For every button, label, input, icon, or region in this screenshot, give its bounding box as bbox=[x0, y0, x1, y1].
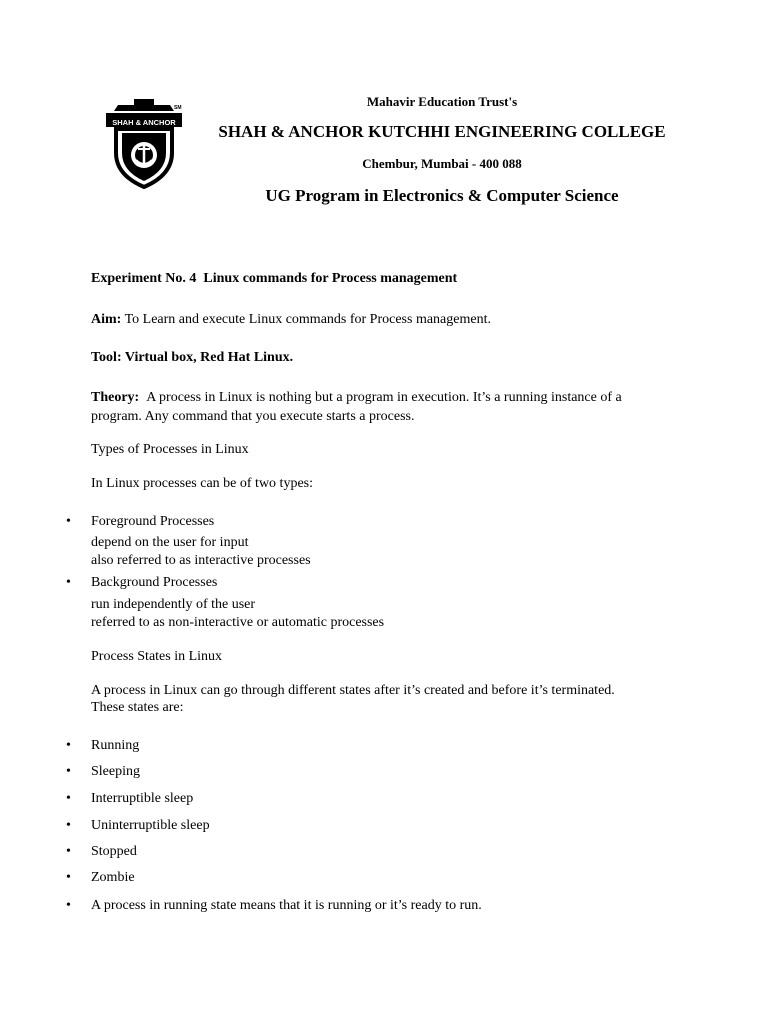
type-item-name: Foreground Processes bbox=[91, 514, 215, 529]
theory-line-1 bbox=[91, 388, 622, 407]
bullet: • bbox=[66, 514, 71, 529]
bullet: • bbox=[66, 764, 71, 779]
trust-name: Mahavir Education Trust's bbox=[366, 94, 518, 109]
state-item: Sleeping bbox=[91, 764, 140, 779]
tool-line: Tool: Virtual box, Red Hat Linux. bbox=[91, 350, 294, 365]
program-name: UG Program in Electronics & Computer Science bbox=[265, 186, 619, 205]
states-intro-2: These states are: bbox=[91, 700, 184, 715]
college-address: Chembur, Mumbai - 400 088 bbox=[362, 156, 522, 171]
type-item-name: Background Processes bbox=[91, 575, 218, 590]
states-intro-1: A process in Linux can go through different states after it’s created and before it’s terminated. bbox=[91, 683, 615, 698]
aim-line bbox=[91, 310, 491, 329]
experiment-title: Linux commands for Process management bbox=[203, 271, 458, 286]
state-item: Uninterruptible sleep bbox=[91, 818, 210, 833]
type-item-desc: depend on the user for input bbox=[91, 535, 249, 550]
theory-text-1: A process in Linux is nothing but a program in execution. It’s a running instance of a bbox=[146, 390, 622, 405]
type-item-desc: run independently of the user bbox=[91, 597, 256, 612]
types-intro: In Linux processes can be of two types: bbox=[91, 476, 313, 491]
bullet: • bbox=[66, 898, 71, 913]
type-item-desc: referred to as non-interactive or automatic processes bbox=[91, 615, 385, 630]
bullet: • bbox=[66, 870, 71, 885]
aim-label: Aim: bbox=[91, 312, 122, 327]
logo-text: SHAH & ANCHOR bbox=[112, 118, 176, 127]
type-item-desc: also referred to as interactive processes bbox=[91, 553, 311, 568]
bullet: • bbox=[66, 844, 71, 859]
state-item: A process in running state means that it is running or it’s ready to run. bbox=[91, 898, 482, 913]
experiment-heading bbox=[91, 269, 457, 288]
experiment-label: Experiment No. 4 bbox=[91, 271, 197, 286]
states-heading: Process States in Linux bbox=[91, 649, 223, 664]
bullet: • bbox=[66, 791, 71, 806]
state-item: Running bbox=[91, 738, 140, 753]
logo-trademark: SM bbox=[174, 105, 182, 111]
aim-text: To Learn and execute Linux commands for Process management. bbox=[124, 312, 491, 327]
bullet: • bbox=[66, 575, 71, 590]
bullet: • bbox=[66, 738, 71, 753]
college-name: SHAH & ANCHOR KUTCHHI ENGINEERING COLLEGE bbox=[218, 122, 666, 141]
types-heading: Types of Processes in Linux bbox=[91, 442, 249, 457]
theory-label: Theory: bbox=[91, 390, 140, 405]
bullet: • bbox=[66, 818, 71, 833]
college-logo bbox=[104, 97, 184, 189]
theory-line-2: program. Any command that you execute starts a process. bbox=[91, 409, 415, 424]
state-item: Zombie bbox=[91, 870, 135, 885]
state-item: Stopped bbox=[91, 844, 137, 859]
state-item: Interruptible sleep bbox=[91, 791, 194, 806]
